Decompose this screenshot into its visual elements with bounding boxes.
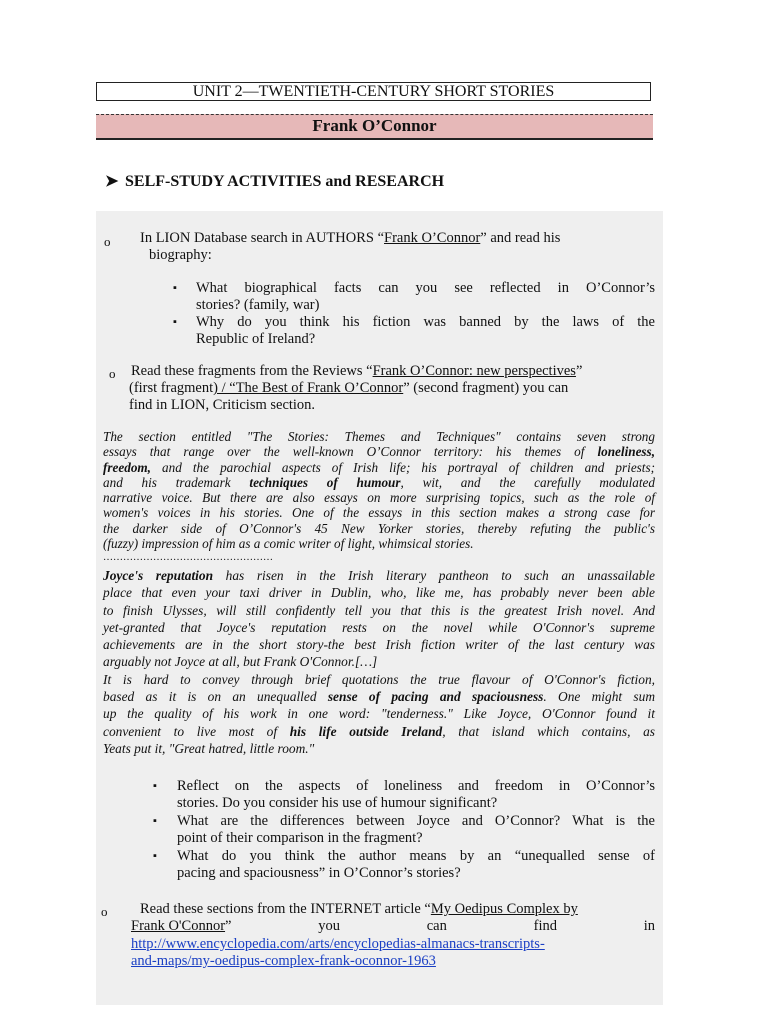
- question2-line1: Why do you think his fiction was banned by the laws of the: [196, 314, 655, 330]
- square-bullet-icon: ▪: [173, 282, 177, 294]
- author-title-box: [96, 114, 653, 140]
- square-bullet-icon: ▪: [153, 850, 157, 862]
- arrow-bullet-icon: ➤: [105, 173, 119, 190]
- question5-line1: What do you think the author means by an “unequalled sense of: [177, 848, 655, 864]
- square-bullet-icon: ▪: [173, 316, 177, 328]
- circle-bullet-icon: o: [109, 366, 116, 381]
- activity3-line2: Frank O'Connor” you can find in: [131, 918, 655, 934]
- question5-line2: pacing and spaciousness” in O’Connor’s stories?: [177, 865, 461, 881]
- lion-author-link[interactable]: Frank O’Connor: [384, 230, 481, 246]
- activity1-line2: biography:: [149, 247, 212, 263]
- review-quote-1: The section entitled "The Stories: Themes and Techniques" contains seven strong essays that range over the well-known O’Connor territory: his themes of loneliness, freedom, and the parochial aspects of Irish life; his portrayal of children and priests; and his trademark techniques of humour, wit, and the carefully modulated narrative voice. But there are also essays on more surprising topics, such as the role of women's voices in his stories. One of the essays in this section makes a strong case for the darker side of O’Connor's 45 New Yorker stories, thereby refuting the public's (fuzzy) impression of him as a comic writer of light, whimsical stories. ……………………………………………: [103, 429, 656, 564]
- section-heading: [105, 171, 444, 191]
- oedipus-article-link-2[interactable]: Frank O'Connor: [131, 918, 226, 934]
- activity2-line1: Read these fragments from the Reviews “Frank O’Connor: new perspectives”: [131, 363, 583, 379]
- author-title: Frank O’Connor: [312, 116, 437, 135]
- oedipus-article-link[interactable]: My Oedipus Complex by: [430, 901, 578, 917]
- section-heading-text: SELF-STUDY ACTIVITIES and RESEARCH: [125, 173, 445, 190]
- activity2-line3: find in LION, Criticism section.: [129, 397, 316, 413]
- encyclopedia-url-link[interactable]: http://www.encyclopedia.com/arts/encyclopedias-almanacs-transcripts- and-maps/my-oedipus-complex-frank-oconnor-1963: [131, 936, 545, 969]
- question3-line1: Reflect on the aspects of loneliness and freedom in O’Connor’s: [177, 778, 655, 794]
- question3-line2: stories. Do you consider his use of humour significant?: [177, 795, 498, 811]
- square-bullet-icon: ▪: [153, 780, 157, 792]
- unit-title: UNIT 2—TWENTIETH-CENTURY SHORT STORIES: [192, 83, 555, 100]
- best-of-link[interactable]: ) / “The Best of Frank O’Connor: [213, 380, 404, 396]
- activity1-line1: In LION Database search in AUTHORS “Frank O’Connor” and read his: [140, 230, 561, 246]
- question4-line1: What are the differences between Joyce and O’Connor? What is the: [177, 813, 655, 829]
- activity3-line1: Read these sections from the INTERNET article “My Oedipus Complex by: [140, 901, 578, 917]
- circle-bullet-icon: o: [101, 904, 108, 919]
- question1-line2: stories? (family, war): [196, 297, 320, 313]
- unit-title-box: [96, 82, 651, 101]
- question1-line1: What biographical facts can you see reflected in O’Connor’s: [196, 280, 655, 296]
- square-bullet-icon: ▪: [153, 815, 157, 827]
- activity2-line2: (first fragment) / “The Best of Frank O’Connor” (second fragment) you can: [129, 380, 569, 396]
- question2-line2: Republic of Ireland?: [196, 331, 316, 347]
- circle-bullet-icon: o: [104, 234, 111, 249]
- review-quote-2: Joyce's reputation has risen in the Irish literary pantheon to such an unassailable place that even your taxi driver in Dublin, who, like me, has probably never been able to finish Ulysses, will still confidently tell you that this is the greatest Irish novel. And yet-granted that Joyce's reputation rests on the novel while O'Connor's supreme achievements are in the short story-the best Irish fiction writer of the last century was arguably not Joyce at all, but Frank O'Connor.[…] It is hard to convey through brief quotations the true flavour of O'Connor's fiction, based as it is on an unequalled sense of pacing and spaciousness. One might sum up the quality of his work in one word: "tenderness." Like Joyce, O'Connor found it convenient to live most of his life outside Ireland, that island which contains, as Yeats put it, "Great hatred, little room.": [103, 568, 655, 756]
- new-perspectives-link[interactable]: Frank O’Connor: new perspectives: [372, 363, 576, 379]
- question4-line2: point of their comparison in the fragment?: [177, 830, 423, 846]
